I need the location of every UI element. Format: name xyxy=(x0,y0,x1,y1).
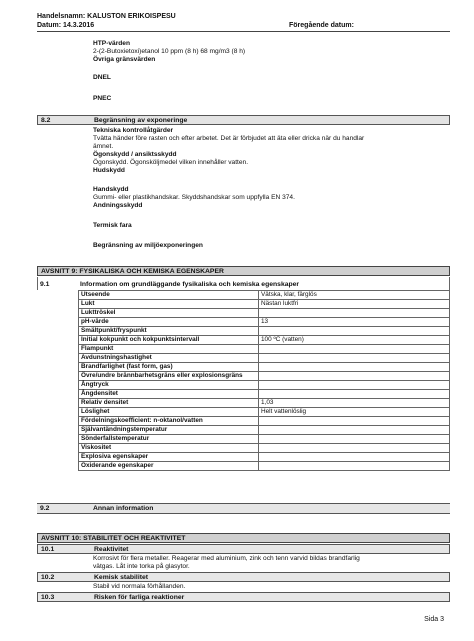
hand-protection-text: Gummi- eller plastikhandskar. Skyddshandskar som uppfylla EN 374. xyxy=(93,194,295,201)
table-row xyxy=(79,363,450,372)
section-8-2-bar xyxy=(37,115,450,125)
document-date: Datum: 14.3.2016 xyxy=(37,22,95,29)
htp-value: 2-(2-Butoxietoxi)etanol 10 ppm (8 h) 68 mg/m3 (8 h) xyxy=(93,48,246,55)
property-name: Sönderfallstemperatur xyxy=(79,435,259,444)
section-9-2-bar xyxy=(37,503,450,514)
tech-controls-text-2: ämnet. xyxy=(93,143,114,150)
section-10-bar xyxy=(37,533,450,543)
table-row xyxy=(79,381,450,390)
page-number: Sida 3 xyxy=(424,616,444,623)
table-row xyxy=(79,345,450,354)
property-name: Självantändningstemperatur xyxy=(79,426,259,435)
property-value xyxy=(259,417,450,426)
reactivity-text-1: Korrosivt för flera metaller. Reagerar med aluminium, zink och tenn varvid bildas brandfarlig xyxy=(93,555,360,562)
section-title: Kemisk stabilitet xyxy=(94,574,149,581)
table-row xyxy=(79,336,450,345)
property-name: Smältpunkt/fryspunkt xyxy=(79,327,259,336)
table-row xyxy=(79,354,450,363)
property-value: 13 xyxy=(259,318,450,327)
hand-protection-heading: Handskydd xyxy=(93,186,129,193)
section-number: 10.2 xyxy=(41,574,55,581)
property-value xyxy=(259,390,450,399)
property-name: Utseende xyxy=(79,291,259,300)
respiratory-protection-heading: Andningsskydd xyxy=(93,202,143,209)
skin-protection-heading: Hudskydd xyxy=(93,167,125,174)
section-10-title: AVSNITT 10: STABILITET OCH REAKTIVITET xyxy=(41,535,186,542)
property-name: Initial kokpunkt och kokpunktsintervall xyxy=(79,336,259,345)
section-title: Begränsning av exponeringe xyxy=(94,117,188,124)
property-name: Övre/undre brännbarhetsgräns eller explosionsgräns xyxy=(79,372,259,381)
table-row xyxy=(79,426,450,435)
property-value: Helt vattenlöslig xyxy=(259,408,450,417)
property-name: Lukttröskel xyxy=(79,309,259,318)
table-row xyxy=(79,318,450,327)
previous-date: Föregående datum: xyxy=(289,22,354,29)
property-value xyxy=(259,372,450,381)
section-9-1-title: Information om grundläggande fysikaliska och kemiska egenskaper xyxy=(80,281,300,288)
property-name: pH-värde xyxy=(79,318,259,327)
section-10-1-bar xyxy=(37,544,450,554)
table-row xyxy=(79,435,450,444)
property-value: 100 ºC (vatten) xyxy=(259,336,450,345)
property-name: Viskositet xyxy=(79,444,259,453)
section-10-3-bar xyxy=(37,592,450,602)
property-value xyxy=(259,435,450,444)
property-value xyxy=(259,444,450,453)
property-name: Avdunstningshastighet xyxy=(79,354,259,363)
section-number: 8.2 xyxy=(41,117,51,124)
htp-heading: HTP-värden xyxy=(93,40,131,47)
eye-protection-heading: Ögonskydd / ansiktsskydd xyxy=(93,151,177,158)
property-name: Explosiva egenskaper xyxy=(79,453,259,462)
eye-protection-text: Ögonskydd. Ögonsköljmedel vilken innehåller vatten. xyxy=(93,159,249,166)
table-row xyxy=(79,399,450,408)
thermal-hazard-heading: Termisk fara xyxy=(93,222,132,229)
section-title: Reaktivitet xyxy=(94,546,129,553)
section-title: Annan information xyxy=(93,505,154,512)
property-value xyxy=(259,345,450,354)
properties-table xyxy=(78,290,450,471)
tech-controls-text-1: Tvätta händer före rasten och efter arbetet. Det är förbjudet att äta eller dricka när du handlar xyxy=(93,135,365,142)
property-name: Löslighet xyxy=(79,408,259,417)
section-9-title: AVSNITT 9: FYSIKALISKA OCH KEMISKA EGENSKAPER xyxy=(41,268,224,275)
property-name: Relativ densitet xyxy=(79,399,259,408)
trade-name: Handelsnamn: KALUSTON ERIKOISPESU xyxy=(37,13,176,20)
property-name: Ångtryck xyxy=(79,381,259,390)
property-name: Ångdensitet xyxy=(79,390,259,399)
table-row xyxy=(79,462,450,471)
property-value xyxy=(259,426,450,435)
section-number: 9.2 xyxy=(40,505,50,512)
property-value xyxy=(259,309,450,318)
property-value xyxy=(259,462,450,471)
property-name: Oxiderande egenskaper xyxy=(79,462,259,471)
table-row xyxy=(79,453,450,462)
property-value xyxy=(259,381,450,390)
reactivity-text-2: vätgas. Låt inte torka på glasytor. xyxy=(93,563,190,570)
table-row xyxy=(79,327,450,336)
section-number: 10.3 xyxy=(41,594,55,601)
property-name: Fördelningskoefficient: n-oktanol/vatten xyxy=(79,417,259,426)
property-value xyxy=(259,453,450,462)
table-row xyxy=(79,309,450,318)
table-row xyxy=(79,408,450,417)
table-row xyxy=(79,417,450,426)
property-value xyxy=(259,354,450,363)
section-title: Risken för farliga reaktioner xyxy=(94,594,185,601)
table-row xyxy=(79,390,450,399)
property-value: Nästan luktfri xyxy=(259,300,450,309)
section-number: 10.1 xyxy=(41,546,55,553)
table-row xyxy=(79,300,450,309)
section-9-bar xyxy=(37,266,450,276)
property-name: Lukt xyxy=(79,300,259,309)
section-9-1-number: 9.1 xyxy=(40,281,50,288)
table-row xyxy=(79,444,450,453)
property-value xyxy=(259,363,450,372)
pnec-heading: PNEC xyxy=(93,95,112,102)
header-divider xyxy=(37,31,450,32)
dnel-heading: DNEL xyxy=(93,74,111,81)
stability-text: Stabil vid normala förhållanden. xyxy=(93,583,186,590)
env-exposure-heading: Begränsning av miljöexponeringen xyxy=(93,242,203,249)
property-value: 1,03 xyxy=(259,399,450,408)
table-row xyxy=(79,372,450,381)
other-limits-heading: Övriga gränsvärden xyxy=(93,56,156,63)
table-row xyxy=(79,291,450,300)
property-name: Flampunkt xyxy=(79,345,259,354)
property-value: Vätska, klar, färglös xyxy=(259,291,450,300)
section-10-2-bar xyxy=(37,572,450,582)
property-value xyxy=(259,327,450,336)
property-name: Brandfarlighet (fast form, gas) xyxy=(79,363,259,372)
tech-controls-heading: Tekniska kontrollåtgärder xyxy=(93,127,174,134)
